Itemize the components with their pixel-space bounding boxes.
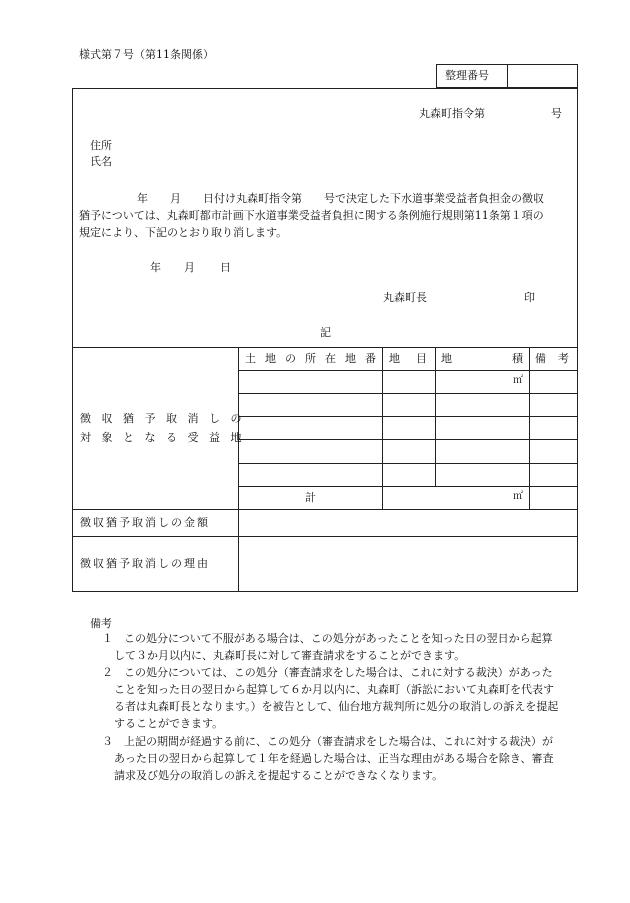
amount-label: 徴収猶予取消しの金額 <box>80 516 210 529</box>
note-1-line1: この処分について不服がある場合は、この処分があったことを知った日の翌日から起算 <box>124 632 553 645</box>
note-3-line3: 請求及び処分の取消しの訴えを提起することができなくなります。 <box>114 769 444 782</box>
table-top-line <box>72 347 578 348</box>
seal-label: 印 <box>524 291 535 304</box>
body-line-3: 規定により、下記のとおり取り消します。 <box>79 226 288 239</box>
order-suffix: 号 <box>551 107 562 120</box>
ref-number-label: 整理番号 <box>445 69 489 82</box>
note-1-number: １ <box>102 632 113 645</box>
address-label: 住所 <box>90 139 112 152</box>
name-label: 氏名 <box>90 155 112 168</box>
col-location-header: 土地の所在地番 <box>245 352 385 365</box>
mayor-label: 丸森町長 <box>383 291 427 304</box>
note-1-line2: して３か月以内に、丸森町長に対して審査請求をすることができます。 <box>114 649 466 662</box>
notes-heading: 備考 <box>90 617 112 630</box>
ki-label: 記 <box>320 326 331 339</box>
note-3-line1: 上記の期間が経過する前に、この処分（審査請求をした場合は、これに対する裁決）が <box>124 735 553 748</box>
note-2-number: ２ <box>102 666 113 679</box>
area-unit-total: ㎡ <box>513 491 523 502</box>
reason-label: 徴収猶予取消しの理由 <box>80 557 210 570</box>
col-category-header: 地目 <box>389 352 443 365</box>
note-2-line2: ことを知った日の翌日から起算して６か月以内に、丸森町（訴訟において丸森町を代表す <box>114 683 554 696</box>
date-month: 月 <box>184 261 195 274</box>
note-2-line4: することができます。 <box>114 717 224 730</box>
area-unit-row1: ㎡ <box>513 375 523 386</box>
date-day: 日 <box>220 261 231 274</box>
note-2-line3: る者は丸森町長となります。）を被告として、仙台地方裁判所に処分の取消しの訴えを提起 <box>114 700 559 713</box>
col-area-header-left: 地 <box>441 352 452 365</box>
section-label-line1: 徴収猶予取消しの <box>80 412 252 425</box>
note-2-line1: この処分については、この処分（審査請求をした場合は、これに対する裁決）があった <box>124 666 553 679</box>
body-line-1: 年 月 日付け丸森町指令第 号で決定した下水道事業受益者負担金の徴収 <box>137 192 544 205</box>
note-3-line2: あった日の翌日から起算して１年を経過した場合は、正当な理由がある場合を除き、審査 <box>114 752 554 765</box>
col-area-header-right: 積 <box>512 352 523 365</box>
body-line-2: 猶予については、丸森町都市計画下水道事業受益者負担に関する条例施行規則第11条第１項の <box>79 209 544 222</box>
order-label: 丸森町指令第 <box>419 107 485 120</box>
date-year: 年 <box>150 261 161 274</box>
col-remarks-header: 備考 <box>535 352 581 365</box>
total-label: 計 <box>305 491 316 504</box>
note-3-number: ３ <box>102 735 113 748</box>
form-title: 様式第７号（第11条関係） <box>79 48 214 61</box>
section-label-line2: 対象となる受益地 <box>80 431 252 444</box>
